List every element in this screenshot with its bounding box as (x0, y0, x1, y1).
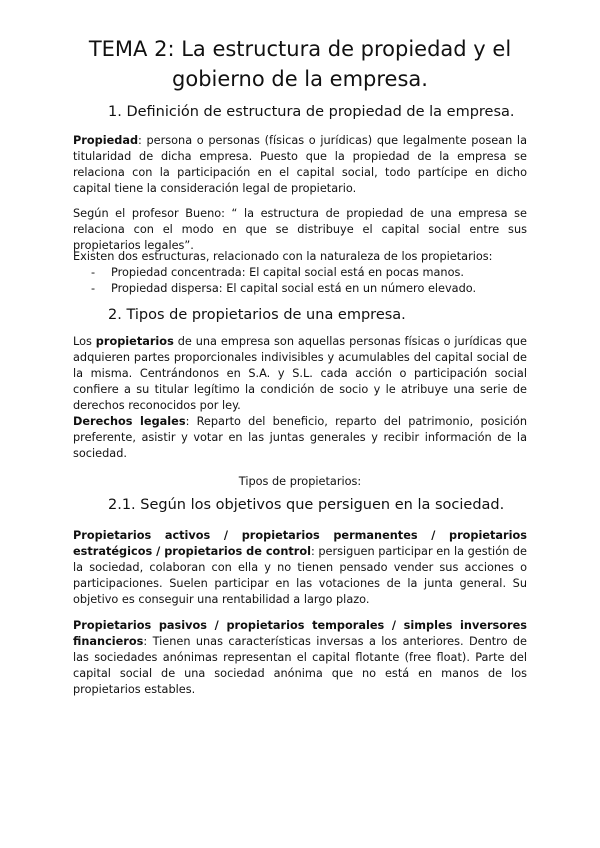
paragraph-derechos-legales (73, 414, 527, 462)
paragraph-propietarios-pasivos (73, 618, 527, 698)
propietarios-definition-text: de una empresa son aquellas personas físicas o jurídicas que adquieren partes proporcionales indivisibles y acumulables del capital social de la misma. Centrándonos en S.A. y S.L. cada acción o participación social confiere a su titular legítimo la condición de socio y le atribuye una serie de derechos reconocidos por ley. (73, 335, 528, 412)
paragraph-propietarios-activos (73, 528, 527, 608)
term-propietarios-pasivos: Propietarios pasivos / propietarios temporales / simples inversores financieros (73, 619, 527, 648)
list-item (73, 281, 527, 297)
term-propiedad: Propiedad (73, 134, 139, 147)
list-item (73, 265, 527, 281)
paragraph-propiedad-definition (73, 133, 527, 197)
section-1-heading: 1. Definición de estructura de propiedad de la empresa. (108, 104, 515, 120)
propiedad-definition-text: : persona o personas (físicas o jurídicas) que legalmente posean la titularidad de dicha empresa. Puesto que la propiedad de la empresa se relaciona con la participación en el capital social, todo partícipe en dicho capital tiene la consideración legal de propietario. (73, 134, 527, 195)
dash-bullet-icon: - (91, 282, 96, 295)
propietarios-pasivos-text: : Tienen unas características inversas a los anteriores. Dentro de las sociedades anónimas representan el capital flotante (free float). Parte del capital social de una sociedad anónima que no está en manos de los propietarios estables. (73, 635, 527, 696)
term-derechos-legales: Derechos legales (73, 415, 186, 428)
bullet-text: Propiedad concentrada: El capital social está en pocas manos. (111, 266, 464, 279)
propietarios-activos-text: : persiguen participar en la gestión de la sociedad, colaboran con ella y no tienen pensado vender sus acciones o participaciones. Suelen participar en las votaciones de la junta general. Su objetivo es conseguir una rentabilidad a largo plazo. (73, 545, 527, 606)
term-propietarios: propietarios (95, 335, 174, 348)
section-2-1-heading: 2.1. Según los objetivos que persiguen en la sociedad. (108, 497, 505, 513)
paragraph-structures-intro: Existen dos estructuras, relacionado con la naturaleza de los propietarios: (73, 250, 493, 263)
propietarios-intro: Los (73, 335, 96, 348)
paragraph-bueno-quote: Según el profesor Bueno: “ la estructura de propiedad de una empresa se relaciona con el modo en que se distribuye el capital social entre sus propietarios legales”. (73, 207, 527, 252)
structures-list (73, 265, 527, 297)
term-propietarios-activos: Propietarios activos / propietarios permanentes / propietarios estratégicos / propietarios de control (73, 529, 527, 558)
bullet-text: Propiedad dispersa: El capital social está en un número elevado. (111, 282, 477, 295)
derechos-legales-text: : Reparto del beneficio, reparto del patrimonio, posición preferente, asistir y votar en las juntas generales y recibir información de la sociedad. (73, 415, 527, 460)
section-2-heading: 2. Tipos de propietarios de una empresa. (108, 307, 406, 323)
dash-bullet-icon: - (91, 266, 96, 279)
page-title: TEMA 2: La estructura de propiedad y el gobierno de la empresa. (88, 37, 512, 91)
paragraph-propietarios-definition (73, 334, 527, 414)
types-label: Tipos de propietarios: (238, 475, 362, 488)
